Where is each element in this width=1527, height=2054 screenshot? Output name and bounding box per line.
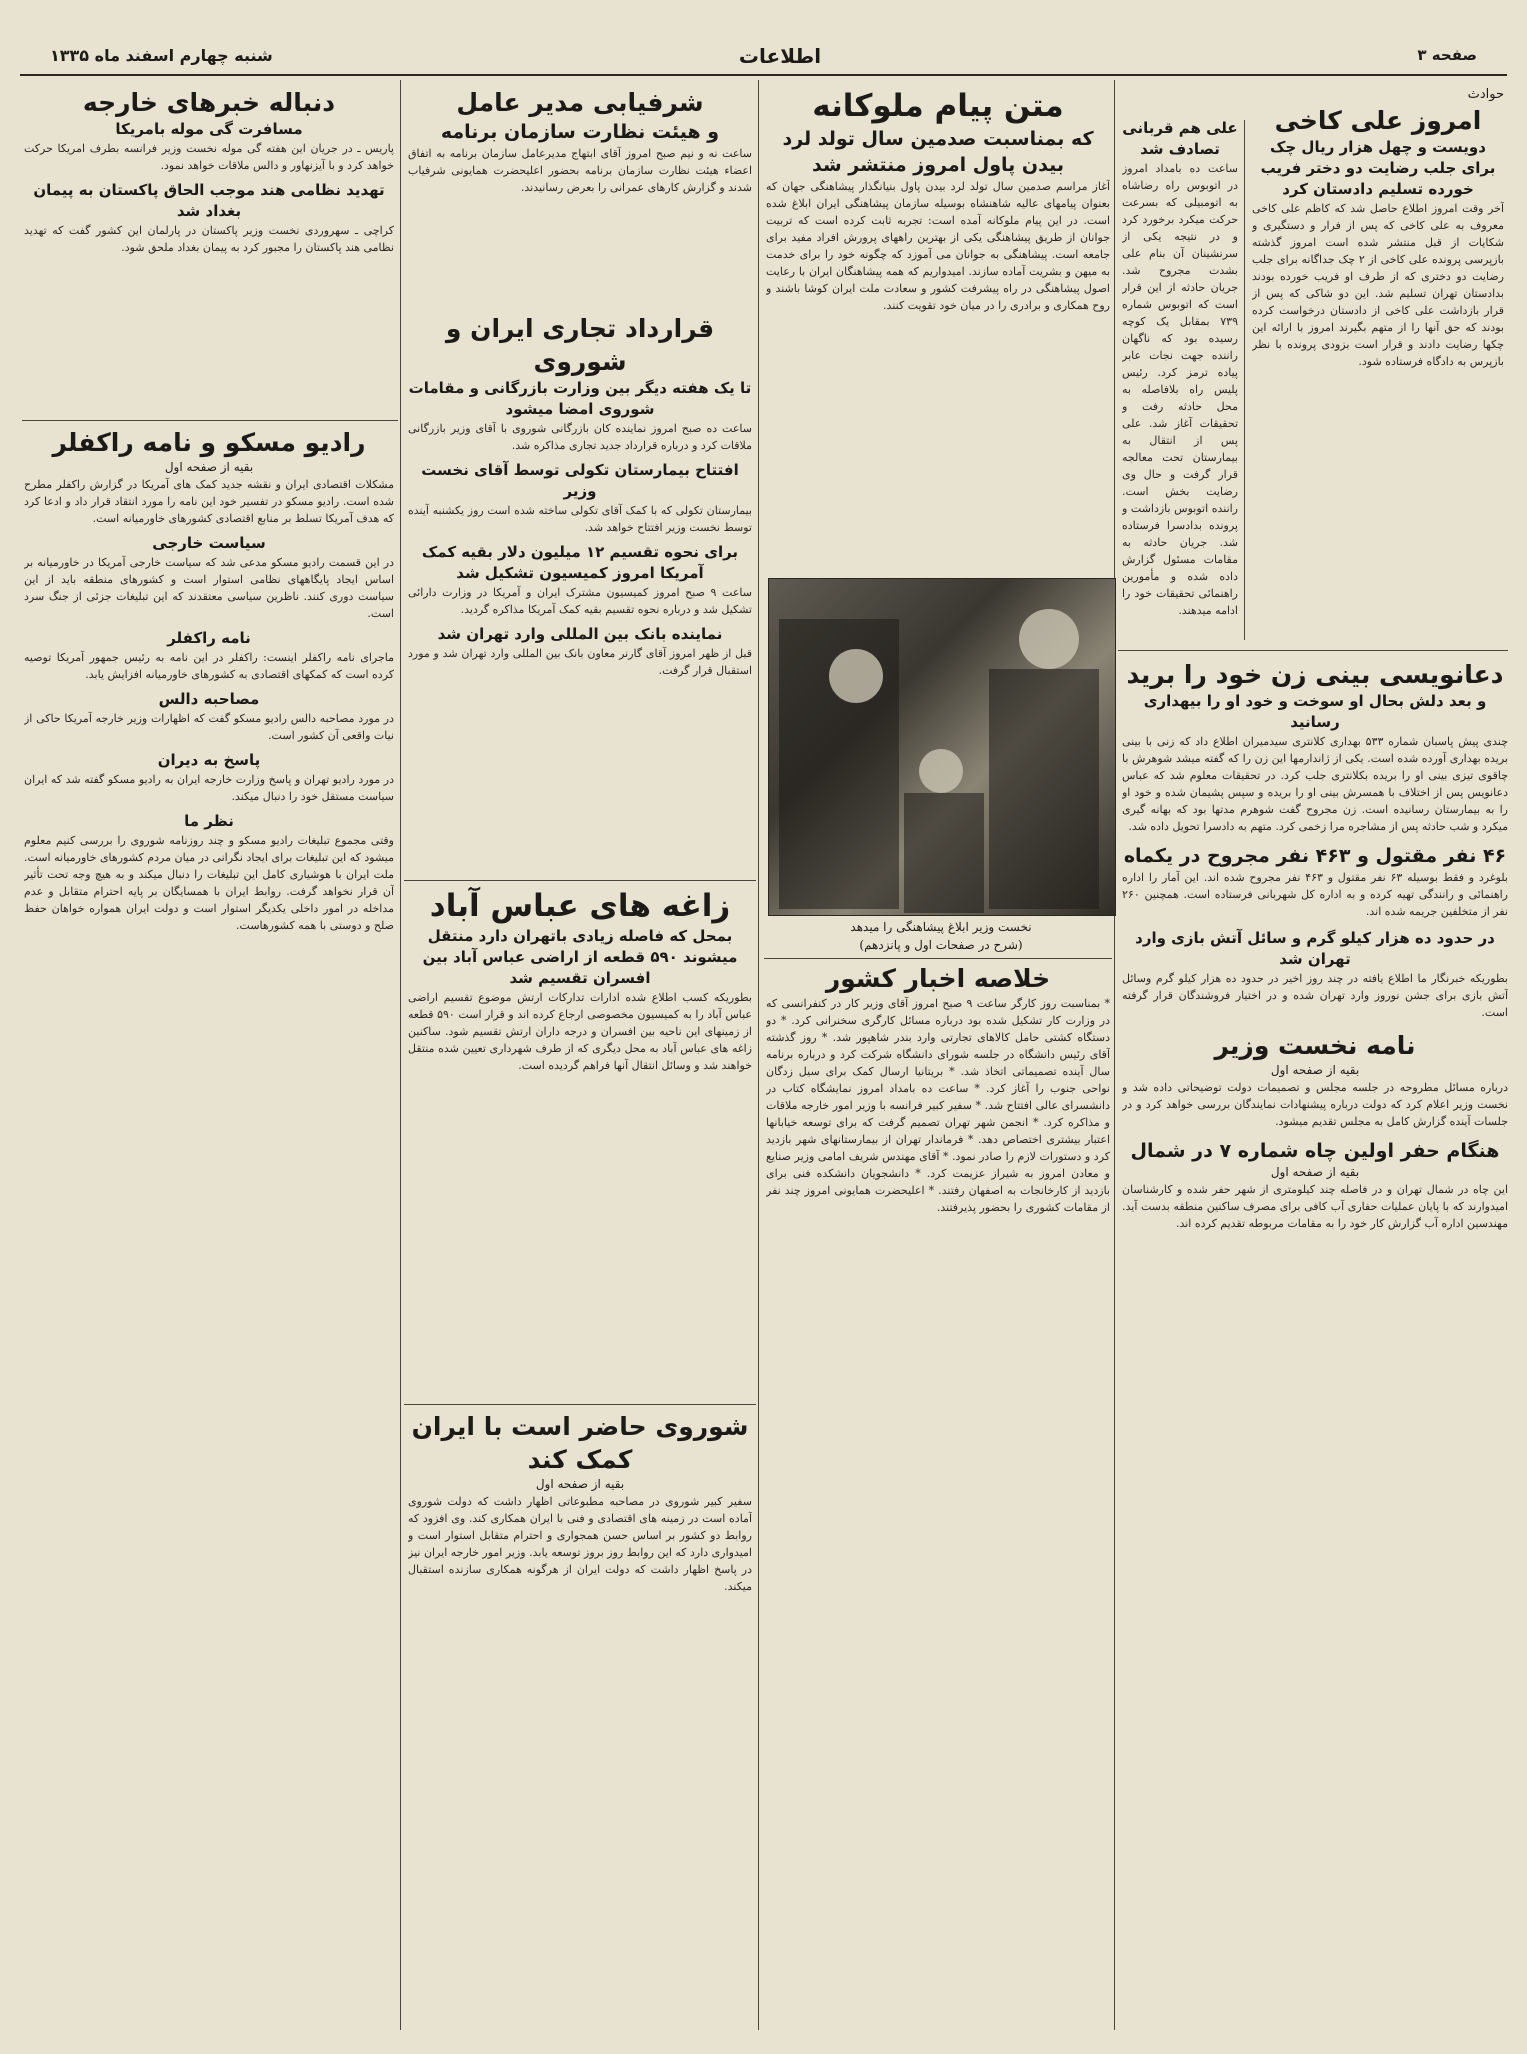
article-bold-line: ۴۶ نفر مقتول و ۴۶۳ نفر مجروح در یکماه xyxy=(1123,845,1507,867)
section-heading: سیاست خارجی xyxy=(152,534,266,552)
article-body: مشکلات اقتصادی ایران و نقشه جدید کمک های آمریکا در گزارش راکفلر مطرح شده است. رادیو مسکو در تفسیر خود این نامه را مورد انتقاد قرار داد و ادعا کرد که هدف آمریکا تسلط بر منابع اقتصادی کشورهای خاورمیانه است. xyxy=(24,478,394,525)
column-rule xyxy=(400,80,401,2030)
article-body: ساعت نه و نیم صبح امروز آقای ابتهاج مدیرعامل سازمان برنامه به اتفاق اعضاء هیئت نظارت سازمان برنامه بحضور اعلیحضرت همایونی شرفیاب شدند و گزارش کارهای عمرانی را بعرض رسانیدند. xyxy=(408,147,752,194)
section-rule xyxy=(404,1404,756,1405)
section-heading: نامه راکفلر xyxy=(167,629,251,647)
section-kicker: حوادث xyxy=(1467,87,1504,102)
article-body: وقتی مجموع تبلیغات رادیو مسکو و چند روزنامه شوروی را بررسی کنیم معلوم میشود که این تبلیغات برای ایجاد نگرانی در میان مردم کشورهای خاورمیانه است. ملت ایران با هوشیاری کامل این تبلیغات را دنبال میکند و به هیچ وجه تحت تأثیر آن قرار نخواهد گرفت. روابط ایران با همسایگان بر پایه احترام متقابل و عدم مداخله در امور داخلی یکدیگر استوار است و دولت ایران همواره خواهان حفظ صلح و دوستی با همه کشورهاست. xyxy=(24,834,394,932)
continued-note: بقیه از صفحه اول xyxy=(164,460,254,474)
article-title: دعانویسی بینی زن خود را برید xyxy=(1126,660,1504,689)
article-body: در مورد رادیو تهران و پاسخ وزارت خارجه ایران به رادیو مسکو گفته شد که ایران سیاست مستقل خود را دنبال میکند. xyxy=(24,773,394,803)
article-body: آغاز مراسم صدمین سال تولد لرد بیدن پاول بنیانگذار پیشاهنگی جهان که بعنوان پیامهای عالیه شاهنشاه بوسیله سازمان پیشاهنگی ایران ابلاغ شده است. در این پیام ملوکانه آمده است: تجربه ثابت کرده است که تربیت جوانان از طریق پیشاهنگی یکی از بهترین راههای پرورش افراد مفید برای جامعه است. پیشاهنگی به جوانان می آموزد که چگونه خود را برای خدمت به میهن و بشریت آماده سازند. امیدواریم که همه پیشاهنگان ایران با رعایت اصول پیشاهنگی در راه پیشرفت کشور و سعادت ملت ایران کوشا باشند و روح همکاری و برادری را در میان خود تقویت کنند. xyxy=(766,180,1110,312)
scout-photo xyxy=(768,578,1116,916)
article-title: دنباله خبرهای خارجه xyxy=(82,88,336,117)
article-title: رادیو مسکو و نامه راکفلر xyxy=(52,428,366,457)
newspaper-name: اطلاعات xyxy=(738,44,822,68)
article-body-3: بیمارستان تکولی که با کمک آقای تکولی ساخته شده است روز یکشنبه آینده توسط نخست وزیر افتتاح خواهد شد. xyxy=(408,504,752,534)
article-body: بطوریکه کسب اطلاع شده ادارات تدارکات ارتش موضوع تقسیم اراضی عباس آباد را به کمیسیون مخصوصی ارجاع کرده اند و قرار است ۵۹۰ قطعه از زمینهای این ناحیه بین افسران و درجه داران ارتش تقسیم شود. ساکنین زاغه های عباس آباد به محل دیگری که از طرف شهرداری تعیین شده منتقل خواهند شد و وسائل انتقال آنها فراهم گردیده است. xyxy=(408,991,752,1072)
page-number: صفحه ۳ xyxy=(1417,46,1477,64)
article-body: در این قسمت رادیو مسکو مدعی شد که سیاست خارجی آمریکا در خاورمیانه بر اساس ایجاد پایگاههای نظامی استوار است و کشورهای منطقه باید از این سیاست دوری کنند. ناظرین سیاسی معتقدند که این تبلیغات جزئی از جنگ سرد است. xyxy=(24,556,394,620)
article-soviet-help xyxy=(408,1410,752,2030)
article-subtitle: و هیئت نظارت سازمان برنامه xyxy=(440,121,720,143)
article-danevis xyxy=(1122,658,1508,2030)
continued-note: بقیه از صفحه اول xyxy=(535,1477,625,1491)
article-radio-moscow xyxy=(24,426,394,2030)
article-body-5: قبل از ظهر امروز آقای گارنر معاون بانک بین المللی وارد تهران شد و مورد استقبال قرار گرفت. xyxy=(408,647,752,677)
photo-caption xyxy=(768,918,1114,954)
article-subtitle: تا یک هفته دیگر بین وزارت بازرگانی و مقامات شوروی امضا میشود xyxy=(408,379,752,418)
section-rule xyxy=(404,880,756,881)
article-abbas-abad xyxy=(408,886,752,1386)
issue-date: شنبه چهارم اسفند ماه ۱۳۳۵ xyxy=(50,46,273,65)
continued-note: بقیه از صفحه اول xyxy=(1270,1063,1360,1077)
article-body: در مورد مصاحبه دالس رادیو مسکو گفت که اظهارات وزیر خارجه آمریکا حاکی از نیات واقعی آن کشور است. xyxy=(24,712,394,742)
article-body-2: کراچی ـ سهروردی نخست وزیر پاکستان در پارلمان این کشور گفت که تهدید نظامی هند پاکستان را مجبور کرد به پیمان بغداد ملحق شود. xyxy=(24,224,394,254)
article-title-3: افتتاح بیمارستان تکولی توسط آقای نخست وزیر xyxy=(421,461,739,500)
article-title-3: نامه نخست وزیر xyxy=(1214,1031,1416,1060)
article-subtitle: که بمناسبت صدمین سال تولد لرد بیدن پاول امروز منتشر شد xyxy=(782,128,1094,176)
article-body: * بمناسبت روز کارگر ساعت ۹ صبح امروز آقای وزیر کار در کنفرانسی که در وزارت کار تشکیل شده بود درباره مسائل کارگری سخنرانی کرد. * دو دستگاه کشتی حامل کالاهای تجارتی وارد بندر شاهپور شد. * روز گذشته آقای رئیس دانشگاه در جلسه شورای دانشگاه شرکت کرد و درباره برنامه سال آینده تصمیماتی اتخاذ شد. * بریتانیا ارسال کمک برای سیل زدگان نواحی جنوب را آغاز کرد. * ساعت ده بامداد امروز نمایشگاه کتاب در دانشسرای عالی افتتاح شد. * سفیر کبیر فرانسه با وزیر امور خارجه ملاقات و مذاکره کرد. * انجمن شهر تهران تصمیم گرفت که برای توسعه خیابانها اعتبار بیشتری اختصاص دهد. * فرماندار تهران از بیمارستانهای شهر بازدید کرد و دستورات لازم را صادر نمود. * آقای مهندس شریف امامی وزیر صنایع و معادن امروز به شیراز عزیمت کرد. * دانشجویان دانشکده فنی برای بازدید از کارخانجات به اصفهان رفتند. * اعلیحضرت همایونی امروز چند نفر از مقامات کشوری را بحضور پذیرفتند. xyxy=(766,997,1110,1214)
column-rule xyxy=(758,80,759,2030)
article-body: ساعت ده بامداد امروز در اتوبوس راه رضاشاه به اتومبیلی که بسرعت حرکت میکرد برخورد کرد و در نتیجه یکی از سرنشینان آن بنام علی بشدت مجروح شد. جریان حادثه از این قرار است که اتوبوس شماره ۷۳۹ بمقابل یک کوچه رسیده بود که ناگهان راننده جهت نجات عابر پیاده ترمز کرد. رئیس پلیس راه بلافاصله به محل حادثه رفت و تحقیقات آغاز شد. علی پس از انتقال به بیمارستان تحت معالجه قرار گرفت و حال وی رضایت بخش است. راننده اتوبوس بازداشت و پرونده بدادسرا فرستاده شد. جریان حادثه به مقامات مسئول گزارش داده شده و مأمورین راهنمائی تحقیقات خود را ادامه میدهند. xyxy=(1122,162,1238,617)
article-body-4: درباره مسائل مطروحه در جلسه مجلس و تصمیمات دولت توضیحاتی داده شد و نخست وزیر اعلام کرد که دولت درباره پیشنهادات نمایندگان بررسی خواهد کرد و در جلسات آینده گزارش کامل به مجلس تقدیم میشود. xyxy=(1122,1081,1508,1128)
article-title: علی هم قربانی تصادف شد xyxy=(1122,119,1238,158)
article-body-3: بطوریکه خبرنگار ما اطلاع یافته در چند روز اخیر در حدود ده هزار کیلو گرم وسائل آتش بازی برای جشن نوروز وارد تهران شده و در اختیار فروشندگان قرار گرفته است. xyxy=(1122,972,1508,1019)
article-body: ماجرای نامه راکفلر اینست: راکفلر در این نامه به رئیس جمهور آمریکا توصیه کرده است که کمکهای اقتصادی به کشورهای خاورمیانه افزایش یابد. xyxy=(24,651,394,681)
column-rule xyxy=(1244,120,1245,640)
article-trade-soviet xyxy=(408,312,752,852)
section-heading: پاسخ به دیران xyxy=(157,751,261,769)
section-rule xyxy=(1118,650,1508,651)
column-rule xyxy=(1114,80,1115,2030)
section-rule xyxy=(22,420,398,421)
article-national-news xyxy=(766,962,1110,2030)
masthead xyxy=(20,40,1507,76)
article-body-5: این چاه در شمال تهران و در فاصله چند کیلومتری از شهر حفر شده و کارشناسان امیدوارند که با پایان عملیات حفاری آب کافی برای مصرف ساکنین منطقه بدست آید. مهندسین اداره آب گزارش کار خود را به مقامات مربوطه تقدیم کرده اند. xyxy=(1122,1183,1508,1230)
section-rule xyxy=(764,958,1112,959)
caption-ref: (شرح در صفحات اول و پانزدهم) xyxy=(859,938,1023,952)
article-subtitle: دویست و چهل هزار ریال چک برای جلب رضایت دو دختر فریب خورده تسلیم دادستان کرد xyxy=(1260,138,1496,198)
article-subtitle-1: مسافرت گی موله بامریکا xyxy=(115,120,303,138)
article-title-4: برای نحوه تقسیم ۱۲ میلیون دلار بقیه کمک آمریکا امروز کمیسیون تشکیل شد xyxy=(421,543,739,582)
continued-note: بقیه از صفحه اول xyxy=(1270,1165,1360,1179)
article-title-2: در حدود ده هزار کیلو گرم و سائل آتش بازی وارد تهران شد xyxy=(1135,929,1495,968)
article-ali-kakhi xyxy=(1252,86,1504,646)
article-title-5: نماینده بانک بین المللی وارد تهران شد xyxy=(437,625,723,643)
article-body: آخر وقت امروز اطلاع حاصل شد که کاظم علی کاخی معروف به علی کاخی که پس از فرار و دستگیری و شکایات از قبل منتشر شده است امروز گذشته بازپرسی پرونده علی کاخی از ۲ چک جداگانه برای جلب رضایت دو دختری که از طرف او فریب خورده بودند بدادستان تهران تسلیم شد. این دو شاکی که پس از قرار بازداشت علی کاخی از دادستان درخواست کرده بودند که حق آنها را از متهم بگیرند امروز با ارائه این چکها رضایت دادند و قرار است بزودی پرونده با نظر بازپرس به دادگاه فرستاده شود. xyxy=(1252,202,1504,368)
article-subtitle-2: تهدید نظامی هند موجب الحاق پاکستان به پیمان بغداد شد xyxy=(33,181,385,220)
section-heading: نظر ما xyxy=(184,812,234,830)
article-body-4: ساعت ۹ صبح امروز کمیسیون مشترک ایران و آمریکا در وزارت دارائی تشکیل شد و درباره نحوه تقسیم بقیه کمک آمریکا مذاکره گردید. xyxy=(408,586,752,616)
caption-text: نخست وزیر ابلاغ پیشاهنگی را میدهد xyxy=(850,920,1032,934)
section-heading: مصاحبه دالس xyxy=(158,690,260,708)
article-body: ساعت ده صبح امروز نماینده کان بازرگانی شوروی با آقای وزیر بازرگانی ملاقات کرد و درباره قرارداد جدید تجاری مذاکره شد. xyxy=(408,422,752,452)
article-title: قرارداد تجاری ایران و شوروی xyxy=(445,314,715,376)
article-title: خلاصه اخبار کشور xyxy=(825,964,1051,993)
article-title: زاغه های عباس آباد xyxy=(429,888,731,924)
article-body: چندی پیش پاسبان شماره ۵۳۳ بهداری کلانتری سیدمیران اطلاع داد که زنی با بینی بریده بهداری آورده شده است. یکی از ژاندارمها این زن را که گفته میشد شوهرش با چاقوی تیزی بینی او را بریده بکلانتری جلب کرد. در تحقیقات معلوم شد که عباس دعانویس پس از اختلاف با همسرش بینی او را بریده و سپس پشیمان شده و خود او را به بیمارستان رسانیده است. زن مجروح گفت شوهرم مدتها بود که بهانه گیری میکرد و شب حادثه پس از مشاجره مرا زخمی کرد. متهم به دادسرا تحویل داده شد. xyxy=(1122,735,1508,833)
article-body-2: بلوغرد و فقط بوسیله ۶۳ نفر مقتول و ۴۶۳ نفر مجروح شده اند. این آمار را اداره راهنمائی و رانندگی تهیه کرده و به اداره کل شهربانی فرستاده است. همچنین ۲۶۰ نفر از متخلفین جریمه شده اند. xyxy=(1122,871,1508,918)
article-royal-message xyxy=(766,86,1110,566)
article-ali-accident xyxy=(1122,118,1238,638)
article-title-4: هنگام حفر اولین چاه شماره ۷ در شمال xyxy=(1130,1140,1500,1162)
article-foreign-news xyxy=(24,86,394,422)
article-title: شرفیابی مدیر عامل xyxy=(456,88,704,117)
article-title: امروز علی کاخی xyxy=(1274,106,1482,135)
article-subtitle: بمحل که فاصله زیادی باتهران دارد منتقل میشوند ۵۹۰ قطعه از اراضی عباس آباد بین افسران تقسیم شد xyxy=(422,927,738,987)
article-title: شوروی حاضر است با ایران کمک کند xyxy=(411,1412,749,1474)
article-body-1: پاریس ـ در جریان این هفته گی موله نخست وزیر فرانسه بطرف امریکا حرکت خواهد کرد و با آیزنهاور و دالس ملاقات خواهد نمود. xyxy=(24,142,394,172)
article-title: متن پیام ملوکانه xyxy=(812,88,1064,124)
article-plan-org xyxy=(408,86,752,308)
article-subtitle: و بعد دلش بحال او سوخت و خود او را بیهداری رسانید xyxy=(1143,692,1487,731)
article-body: سفیر کبیر شوروی در مصاحبه مطبوعاتی اظهار داشت که دولت شوروی آماده است در زمینه های اقتصادی و فنی با ایران همکاری کند. وی افزود که روابط دو کشور بر اساس حسن همجواری و احترام متقابل استوار است و امیدواری دارد که این روابط روز بروز توسعه یابد. وزیر امور خارجه ایران نیز در پاسخ اظهار داشت که دولت ایران از هرگونه همکاری سازنده استقبال میکند. xyxy=(408,1495,752,1593)
